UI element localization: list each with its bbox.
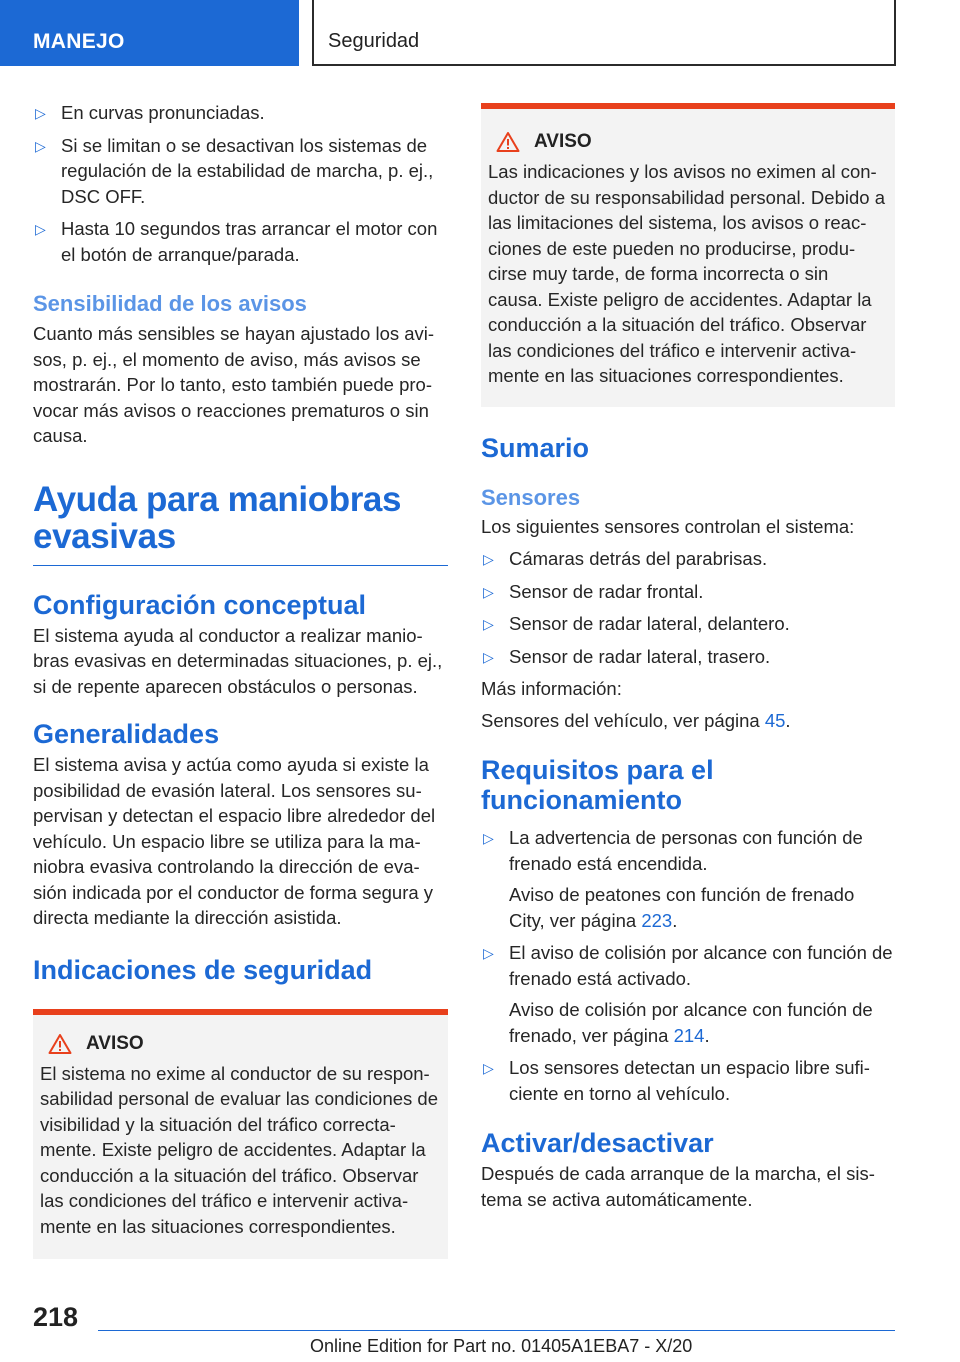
sensores-reference: Sensores del vehículo, ver página 45. (481, 709, 791, 731)
left-column (33, 100, 448, 1259)
generalidades-heading: Generalidades (33, 719, 220, 749)
sensibilidad-text: Cuanto más sensibles se hayan ajustado los avi- sos, p. ej., el momento de aviso, más avisos se mostrarán. Por lo tanto, esto también puede pro- vocar más avisos o reacciones prematuros o sin causa. (33, 323, 435, 446)
triangle-bullet-icon: ▷ (35, 105, 46, 121)
top-bullet-list (33, 100, 448, 267)
generalidades-text: El sistema avisa y actúa como ayuda si existe la posibilidad de evasión lateral. Los sensores su- pervisan y detectan el espacio libre alrededor del vehículo. Un espacio libre se utiliza para la ma- niobra evasiva controlando la dirección de eva- sión indicada por el conductor de forma segura y directa mediante la dirección asistida. (33, 754, 436, 928)
triangle-bullet-icon: ▷ (483, 648, 494, 665)
list-item: ▷ Sensor de radar lateral, trasero. (481, 644, 895, 670)
list-item: ▷ La advertencia de personas con función de frenado está encendida. Aviso de peatones con función de frenado City, ver página 223. (481, 825, 895, 933)
sumario-heading: Sumario (481, 432, 590, 463)
section-tab: MANEJO (0, 0, 299, 66)
triangle-bullet-icon: ▷ (483, 551, 494, 567)
page-link-223[interactable]: 223 (641, 909, 673, 931)
page-title: Ayuda para maniobras evasivas (33, 479, 402, 556)
triangle-bullet-icon: ▷ (483, 1060, 494, 1076)
activar-heading: Activar/desactivar (481, 1128, 714, 1158)
list-item: ▷ Sensor de radar lateral, delantero. (481, 611, 895, 637)
warning-triangle-icon (496, 131, 520, 153)
list-item: ▷ Hasta 10 segundos tras arrancar el motor con el botón de arranque/parada. (35, 218, 438, 265)
title-divider (33, 565, 448, 566)
chapter-title: Seguridad (312, 0, 896, 66)
page-header (0, 0, 960, 66)
requisitos-heading: Requisitos para el funcionamiento (481, 755, 714, 815)
triangle-bullet-icon: ▷ (35, 137, 46, 154)
requisitos-list (481, 825, 895, 1106)
config-text: El sistema ayuda al conductor a realizar manio- bras evasivas en determinadas situaciones, p. ej., si de repente aparecen obstáculos o personas. (33, 624, 443, 697)
sensores-intro: Los siguientes sensores controlan el sistema: (481, 515, 855, 537)
list-item: ▷ Sensor de radar frontal. (481, 579, 895, 605)
warning-title: AVISO (496, 131, 885, 153)
page-number: 218 (33, 1302, 79, 1332)
mas-info-label: Más información: (481, 678, 622, 699)
triangle-bullet-icon: ▷ (483, 830, 494, 846)
list-item: ▷ Si se limitan o se desactivan los sistemas de regulación de la estabilidad de marcha, p. ej., DSC OFF. (35, 134, 434, 207)
list-item: ▷ Cámaras detrás del parabrisas. (481, 546, 895, 572)
req1-reference: Aviso de peatones con función de frenado City, ver página 223. (509, 884, 855, 931)
list-item: ▷ En curvas pronunciadas. (33, 100, 448, 126)
warning-box (33, 1009, 448, 1260)
right-column (481, 103, 895, 1212)
page-link-214[interactable]: 214 (673, 1024, 705, 1046)
activar-text: Después de cada arranque de la marcha, el sis- tema se activa automáticamente. (481, 1163, 875, 1210)
warning-text: El sistema no exime al conductor de su respon- sabilidad personal de evaluar las condiciones de visibilidad y la situación del tráfico correcta- mente. Existe peligro de accidentes. Adaptar la conducción a la situación del tráfico. Observar las condiciones del tráfico e intervenir activa- mente en las situaciones correspondientes. (40, 1062, 439, 1237)
config-heading: Configuración conceptual (33, 589, 367, 620)
req2-reference: Aviso de colisión por alcance con función de frenado, ver página 214. (509, 999, 873, 1046)
page-link-45[interactable]: 45 (764, 709, 786, 731)
triangle-bullet-icon: ▷ (483, 616, 494, 632)
sensibilidad-heading: Sensibilidad de los avisos (33, 291, 307, 316)
triangle-bullet-icon: ▷ (483, 583, 494, 600)
seguridad-heading: Indicaciones de seguridad (33, 954, 373, 985)
triangle-bullet-icon: ▷ (483, 945, 494, 961)
list-item: ▷ Los sensores detectan un espacio libre sufi- ciente en torno al vehículo. (483, 1057, 870, 1104)
warning-title: AVISO (48, 1033, 438, 1055)
sensores-heading: Sensores (481, 484, 581, 510)
footer-divider (98, 1330, 895, 1331)
warning-text: Las indicaciones y los avisos no eximen al con- ductor de su responsabilidad personal. Debido a las limitaciones del sistema, los avisos o reac- ciones de este pueden no producirse, produ- cirse muy tarde, de forma incorrecta o sin causa. Existe peligro de accidentes. Adaptar la conducción a la situación del tráfico. Observar las condiciones del tráfico e intervenir activa- mente en las situaciones correspondientes. (488, 161, 885, 386)
list-item: ▷ El aviso de colisión por alcance con función de frenado está activado. Aviso de colisión por alcance con función de frenado, ver página 214. (481, 940, 895, 1048)
triangle-bullet-icon: ▷ (35, 221, 46, 237)
edition-footer: Online Edition for Part no. 01405A1EBA7 - X/20 (310, 1336, 693, 1356)
warning-box (481, 103, 895, 407)
warning-triangle-icon (48, 1033, 72, 1055)
sensores-list (481, 546, 895, 669)
